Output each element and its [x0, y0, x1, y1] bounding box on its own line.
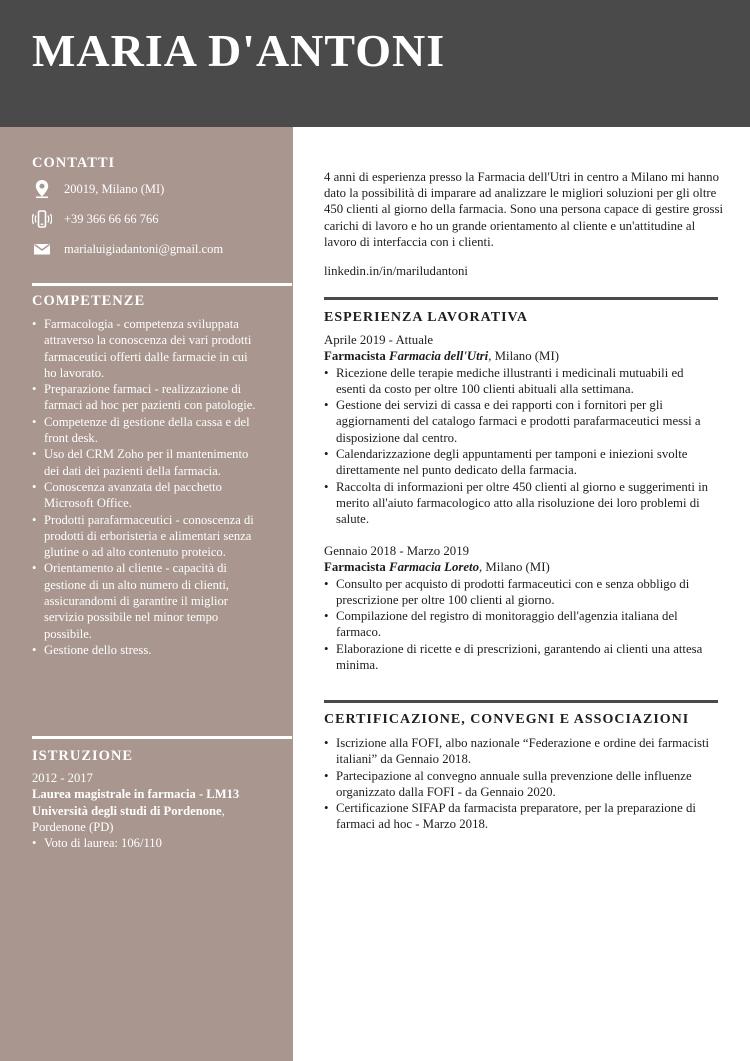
- experience-title: ESPERIENZA LAVORATIVA: [324, 310, 528, 325]
- section-divider: [32, 736, 292, 739]
- job-role-line: [324, 559, 724, 575]
- job-entry: [324, 332, 724, 528]
- education-dates: 2012 - 2017: [32, 771, 93, 785]
- certification-item: • Certificazione SIFAP da farmacista preparatore, per la preparazione di farmaci ad hoc - Marzo 2018.: [324, 800, 716, 833]
- section-divider: [32, 283, 292, 286]
- contacts-title: CONTATTI: [32, 155, 116, 171]
- education-grade: • Voto di laurea: 106/110: [32, 835, 272, 851]
- job-duties: [324, 365, 716, 528]
- job-role-line: [324, 348, 724, 364]
- certification-item: • Iscrizione alla FOFI, albo nazionale “Federazione e ordine dei farmacisti italiani” da Gennaio 2018.: [324, 735, 716, 768]
- education-location: Pordenone (PD): [32, 819, 114, 834]
- certification-item: • Partecipazione al convegno annuale sulla prevenzione delle influenze organizzato dalla FOFI - da Gennaio 2020.: [324, 768, 716, 801]
- education-block: [32, 770, 272, 851]
- summary-text: 4 anni di esperienza presso la Farmacia dell'Utri in centro a Milano mi hanno dato la possibilità di imparare ad analizzare le migliori soluzioni per gli oltre 450 clienti al giorno della farmacia. Sono una persona capace di gestire grossi carichi di lavoro e ho un grande orientamento al cliente e un'attitudine al lavoro di interfaccia con i clienti.: [324, 169, 724, 249]
- skill-item: • Gestione dello stress.: [32, 642, 260, 658]
- skill-item: • Orientamento al cliente - capacità di gestione di un alto numero di clienti, assicurandomi di garantire il miglior servizio possibile nel minor tempo possibile.: [32, 560, 260, 641]
- job-dates: Gennaio 2018 - Marzo 2019: [324, 544, 469, 558]
- job-role: Farmacista: [324, 560, 386, 575]
- contact-email: [32, 239, 223, 259]
- linkedin-link[interactable]: linkedin.in/in/mariludantoni: [324, 264, 468, 279]
- education-details: [32, 835, 272, 851]
- mail-icon: [32, 239, 52, 259]
- job-duty: • Ricezione delle terapie mediche illustranti i medicinali mutuabili ed esenti da costo per oltre 100 clienti abituali alla settimana.: [324, 365, 716, 398]
- skill-item: • Competenze di gestione della cassa e del front desk.: [32, 414, 260, 447]
- header-banner: [0, 0, 750, 127]
- job-dates: Aprile 2019 - Attuale: [324, 333, 434, 347]
- job-duty: • Consulto per acquisto di prodotti farmaceutici con e senza obbligo di prescrizione per oltre 100 clienti al giorno.: [324, 576, 716, 609]
- education-comma: ,: [221, 803, 225, 818]
- job-role: Farmacista: [324, 349, 386, 364]
- education-university: Università degli studi di Pordenone: [32, 803, 222, 818]
- job-location: , Milano (MI): [488, 349, 559, 364]
- section-divider: [324, 700, 718, 703]
- education-title: ISTRUZIONE: [32, 748, 134, 764]
- contact-location-text: 20019, Milano (MI): [64, 181, 165, 196]
- skill-item: • Farmacologia - competenza sviluppata attraverso la conoscenza dei vari prodotti farmaceutici offerti dalle farmacie in cui ho lavorato.: [32, 316, 260, 381]
- job-duties: [324, 576, 716, 674]
- phone-icon: [32, 209, 52, 229]
- skills-title: COMPETENZE: [32, 293, 146, 309]
- job-duty: • Calendarizzazione degli appuntamenti per tamponi e iniezioni svolte direttamente nel punto dedicato della farmacia.: [324, 446, 716, 479]
- education-degree: Laurea magistrale in farmacia - LM13: [32, 787, 240, 802]
- location-pin-icon: [32, 179, 52, 199]
- profile-summary: [324, 156, 724, 292]
- job-company: Farmacia Loreto: [389, 560, 479, 575]
- contact-email-text[interactable]: marialuigiadantoni@gmail.com: [64, 241, 224, 256]
- contact-location: [32, 179, 164, 199]
- sidebar: [0, 127, 293, 1061]
- contact-phone-text: +39 366 66 66 766: [64, 211, 159, 226]
- skill-item: • Uso del CRM Zoho per il mantenimento dei dati dei pazienti della farmacia.: [32, 446, 260, 479]
- certifications-list: [324, 735, 716, 833]
- skills-list: [32, 316, 260, 658]
- job-company: Farmacia dell'Utri: [389, 349, 489, 364]
- education-university-line: [32, 803, 272, 819]
- job-duty: • Elaborazione di ricette e di prescrizioni, garantendo ai clienti una attesa minima.: [324, 641, 716, 674]
- skill-item: • Conoscenza avanzata del pacchetto Microsoft Office.: [32, 479, 260, 512]
- job-duty: • Compilazione del registro di monitoraggio dell'agenzia italiana del farmaco.: [324, 608, 716, 641]
- certifications-title: CERTIFICAZIONE, CONVEGNI E ASSOCIAZIONI: [324, 712, 690, 727]
- job-duty: • Raccolta di informazioni per oltre 450 clienti al giorno e suggerimenti in merito all'aiuto farmacologico atto alla risoluzione dei loro problemi di salute.: [324, 479, 716, 528]
- job-duty: • Gestione dei servizi di cassa e dei rapporti con i fornitori per gli aggiornamenti del catalogo farmaci e prodotti parafarmaceutici messi a disposizione dal centro.: [324, 397, 716, 446]
- skill-item: • Preparazione farmaci - realizzazione di farmaci ad hoc per pazienti con patologie.: [32, 381, 260, 414]
- skill-item: • Prodotti parafarmaceutici - conoscenza di prodotti di erboristeria e alimentari senza glutine o ad alto contenuto proteico.: [32, 512, 260, 561]
- job-entry: [324, 543, 724, 673]
- section-divider: [324, 297, 718, 300]
- candidate-name: MARIA D'ANTONI: [32, 25, 446, 76]
- job-location: , Milano (MI): [478, 560, 550, 575]
- contact-phone: [32, 209, 159, 229]
